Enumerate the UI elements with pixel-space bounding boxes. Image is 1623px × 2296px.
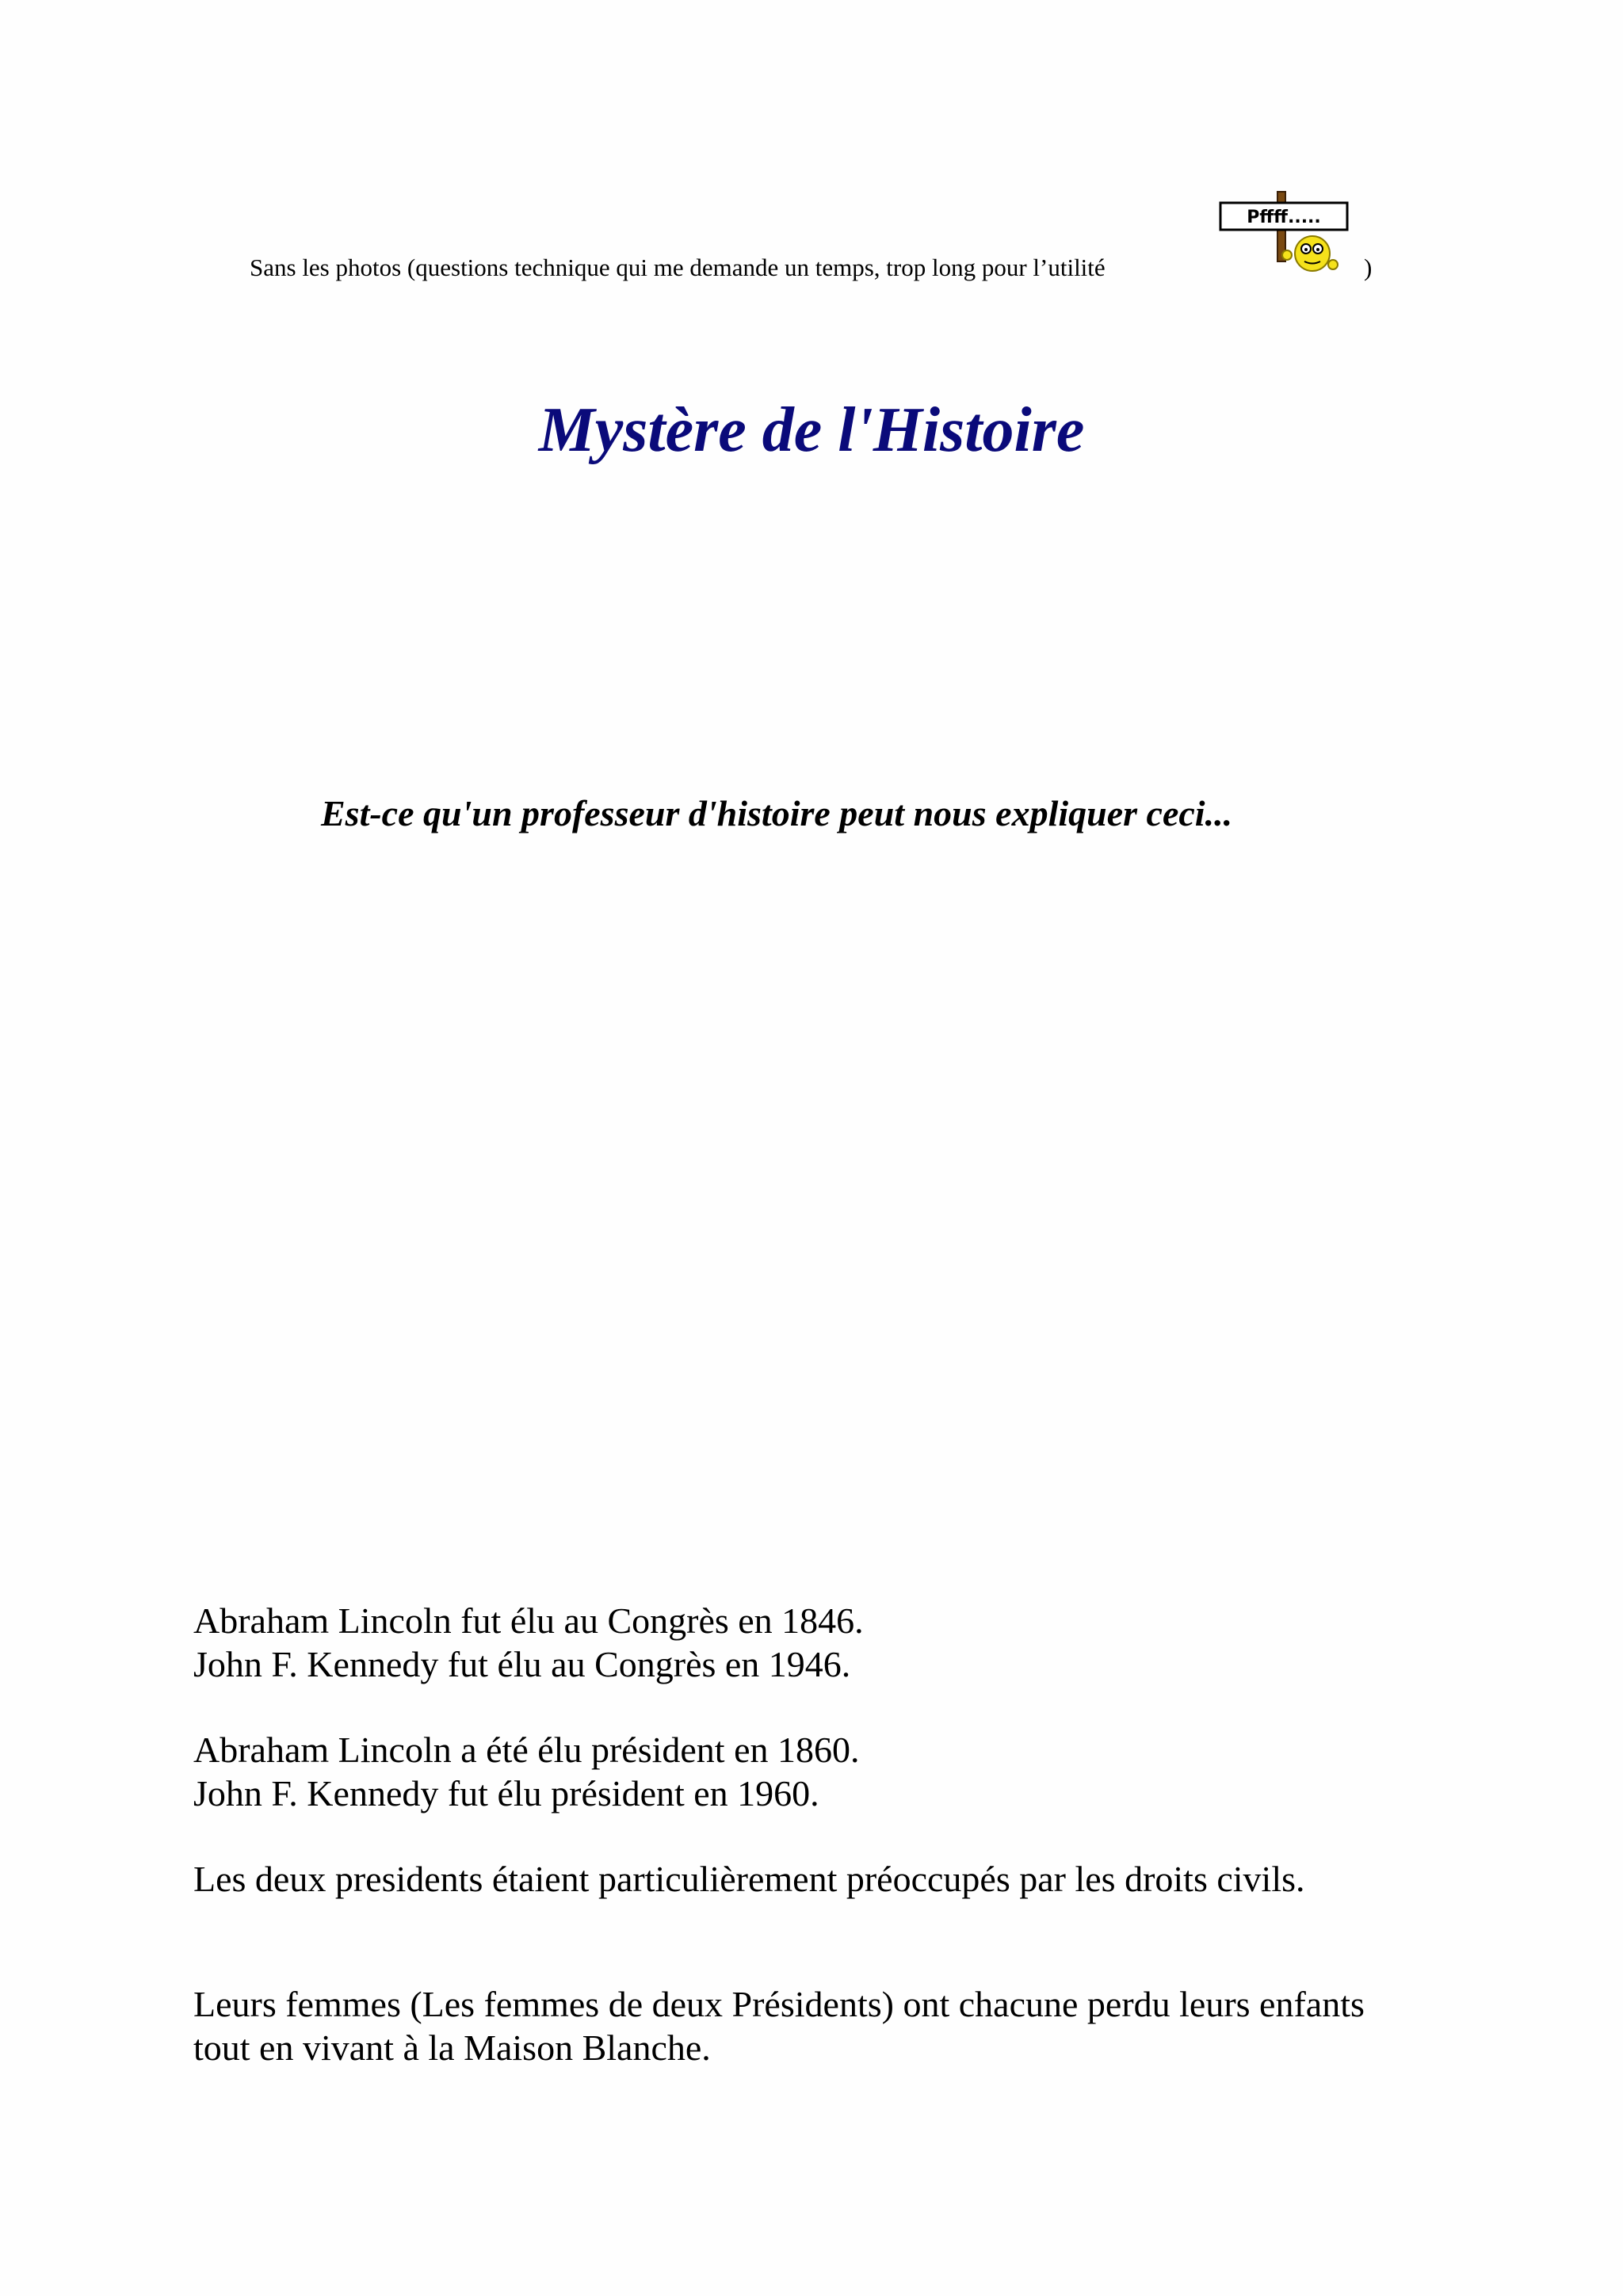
paragraph-president-kennedy: John F. Kennedy fut élu président en 1960. [193, 1773, 819, 1814]
pffff-sign-smiley-icon [1217, 190, 1352, 276]
page-subtitle: Est-ce qu'un professeur d'histoire peut nous expliquer ceci... [321, 793, 1233, 833]
paragraph-president-lincoln: Abraham Lincoln a été élu président en 1860. [193, 1730, 860, 1770]
page-title: Mystère de l'Histoire [538, 395, 1085, 465]
paragraph-wives-line-1: Leurs femmes (Les femmes de deux Présidents) ont chacune perdu leurs enfants [193, 1984, 1365, 2024]
paragraph-wives-line-2: tout en vivant à la Maison Blanche. [193, 2027, 711, 2068]
paragraph-civil-rights: Les deux presidents étaient particulièrement préoccupés par les droits civils. [193, 1859, 1305, 1899]
sign-text: Pffff..... [1247, 208, 1321, 227]
paragraph-congress-lincoln: Abraham Lincoln fut élu au Congrès en 1846. [193, 1600, 864, 1641]
header-closing-paren: ) [1364, 254, 1373, 281]
header-note: Sans les photos (questions technique qui me demande un temps, trop long pour l’utilité [250, 254, 1106, 281]
paragraph-congress-kennedy: John F. Kennedy fut élu au Congrès en 1946. [193, 1644, 851, 1684]
